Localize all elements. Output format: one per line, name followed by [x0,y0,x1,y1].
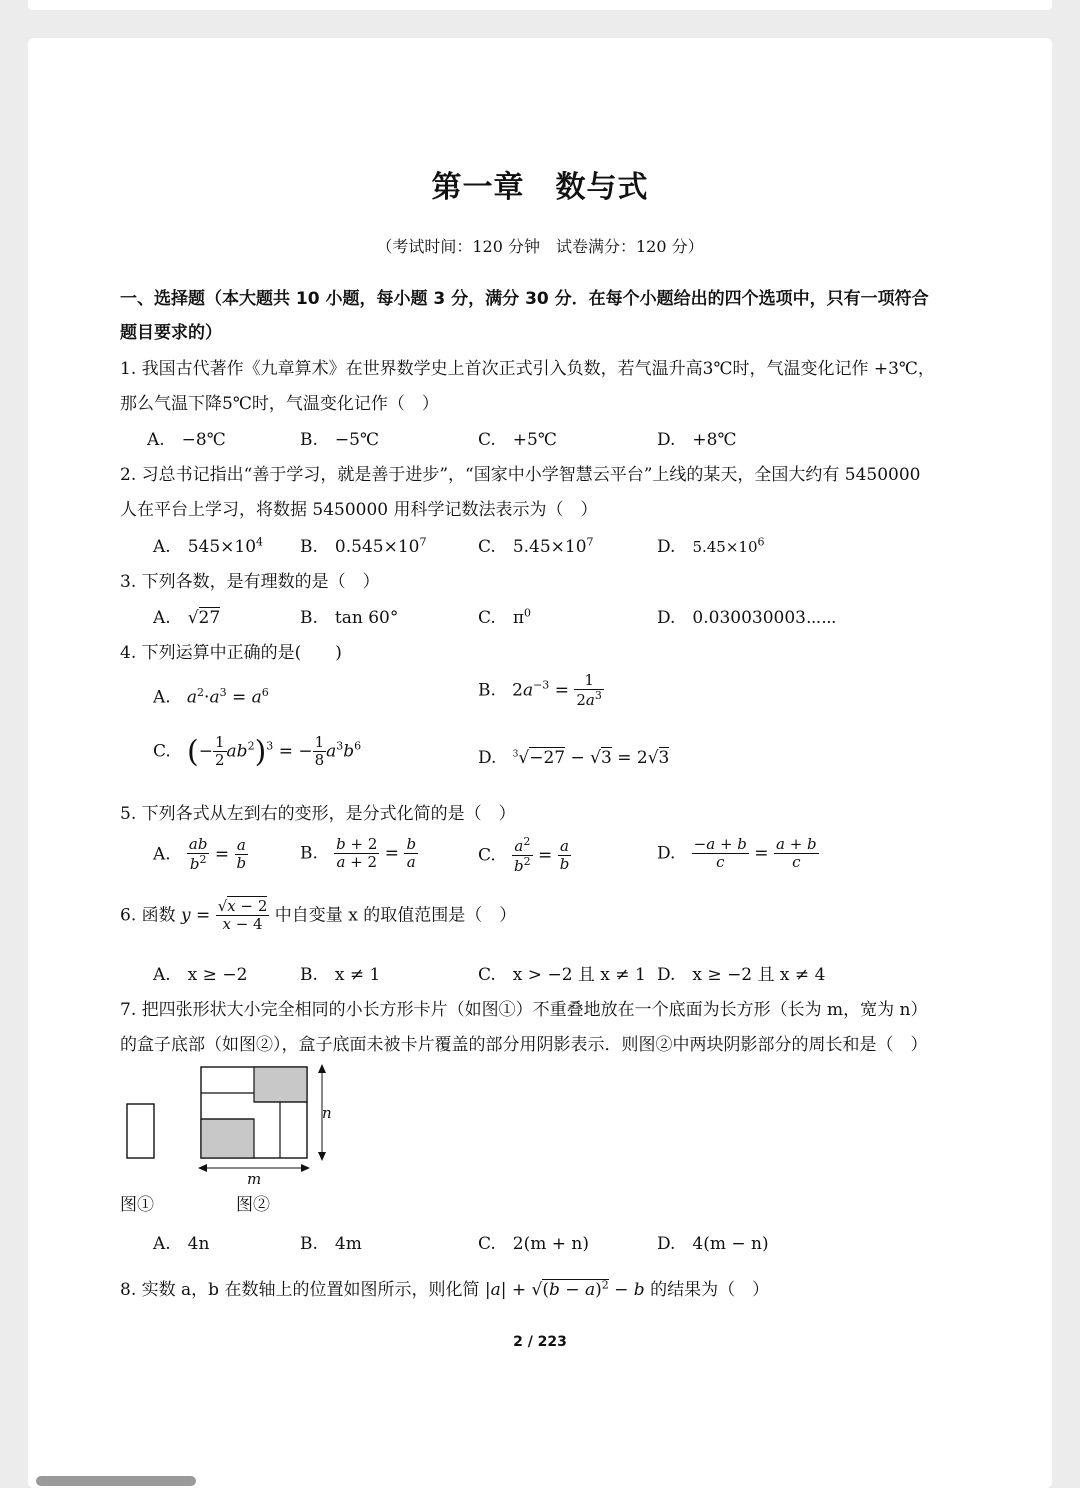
q4-option-b[interactable]: B. $2a^{-3}$ = $\frac{1}{2a^3}$ [478,671,602,710]
q2-option-b[interactable]: B. $0.545\times 10^7$ [300,535,427,557]
q6-option-d[interactable]: D. x ≥ −2 且 x ≠ 4 [657,965,826,985]
question-1-line1: 1. 我国古代著作《九章算术》在世界数学史上首次正式引入负数，若气温升高3℃时，气温变化记作 +3℃， [120,359,935,379]
q5-option-d[interactable]: D. $\frac{-a + b}{c}$ = $\frac{a + b}{c}$ [657,835,817,872]
q7-figures [110,1060,350,1190]
q4-option-a[interactable]: A. $a^2\cdot a^3 = a^6$ [153,686,269,708]
q5-option-b[interactable]: B. $\frac{b + 2}{a + 2}$ = $\frac{b}{a}$ [300,835,417,872]
q7-option-a[interactable]: A. 4n [153,1234,210,1254]
previous-page-edge [28,0,1052,10]
question-2-line2: 人在平台上学习，将数据 5450000 用科学记数法表示为（ ） [120,500,598,520]
question-8: 8. 实数 a，b 在数轴上的位置如图所示，则化简 $|a| + √(b - a)^2 - b$ 的结果为（ ） [120,1278,770,1300]
question-4: 4. 下列运算中正确的是( ) [120,643,342,663]
question-2-line1: 2. 习总书记指出“善于学习，就是善于进步”，“国家中小学智慧云平台”上线的某天，全国大约有 5450000 [120,465,921,485]
horizontal-scrollbar[interactable] [36,1476,196,1486]
question-1-line2: 那么气温下降5℃时，气温变化记作（ ） [120,394,439,414]
question-7-line2: 的盒子底部（如图②），盒子底面未被卡片覆盖的部分用阴影表示．则图②中两块阴影部分的周长和是（ ） [120,1035,928,1055]
q6-option-c[interactable]: C. x > −2 且 x ≠ 1 [478,965,646,985]
q3-option-b[interactable]: B. tan 60° [300,608,399,628]
q1-option-c[interactable]: C. +5℃ [478,430,557,450]
section-heading: 一、选择题（本大题共 10 小题，每小题 3 分，满分 30 分．在每个小题给出的四个选项中，只有一项符合 [120,289,929,309]
page-number: 2 / 223 [513,1334,567,1350]
q2-option-c[interactable]: C. $5.45\times 10^7$ [478,535,594,557]
question-3: 3. 下列各数，是有理数的是（ ） [120,572,380,592]
arrow-n-bottom [318,1152,326,1161]
q3-option-a[interactable]: A. √27 [153,608,221,628]
exam-info: （考试时间：120 分钟 试卷满分：120 分） [376,237,704,256]
q2-option-a[interactable]: A. $545\times 10^4$ [153,535,264,557]
dimension-label-n: n [322,1104,332,1122]
q1-option-a[interactable]: A. −8℃ [147,430,226,450]
question-5: 5. 下列各式从左到右的变形，是分式化简的是（ ） [120,804,516,824]
q6-option-b[interactable]: B. x ≠ 1 [300,965,381,985]
q5-option-a[interactable]: A. $\frac{ab}{b^2}$ = $\frac{a}{b}$ [153,835,247,874]
section-heading-cont: 题目要求的） [120,323,222,343]
card-figure-1 [127,1104,154,1158]
question-6: 6. 函数 y = $\frac{√x - 2}{x - 4}$ 中自变量 x 的取值范围是（ ） [120,897,517,934]
page-title: 第一章 数与式 [431,170,649,205]
q7-option-c[interactable]: C. 2(m + n) [478,1234,590,1254]
q2-option-d[interactable]: D. $5.45\times 10^6$ [657,535,765,557]
q6-option-a[interactable]: A. x ≥ −2 [153,965,248,985]
arrow-m-right [301,1164,310,1172]
shaded-region-bottom [201,1119,254,1158]
q3-option-c[interactable]: C. $\pi^0$ [478,606,531,628]
question-7-line1: 7. 把四张形状大小完全相同的小长方形卡片（如图①）不重叠地放在一个底面为长方形（长为 m，宽为 n） [120,1000,928,1020]
q1-option-b[interactable]: B. −5℃ [300,430,379,450]
q5-option-c[interactable]: C. $\frac{a^2}{b^2}$ = $\frac{a}{b}$ [478,835,570,876]
shaded-region-top [254,1067,307,1102]
q4-option-c[interactable]: C. (− $\frac{1}{2}$ $ab^2)^3$ = − $\frac{1}{8}$ $a^3b^6$ [153,733,362,770]
arrow-n-top [318,1064,326,1073]
figure-1-label: 图① [120,1195,154,1215]
figure-2-label: 图② [236,1195,270,1215]
q3-option-d[interactable]: D. 0.030030003⋯⋯ [657,608,837,628]
q7-option-d[interactable]: D. 4(m − n) [657,1234,769,1254]
dimension-label-m: m [247,1170,262,1188]
q4-option-d[interactable]: D. $^3$√−27 − √3 = 2√3 [478,748,670,768]
q1-option-d[interactable]: D. +8℃ [657,430,737,450]
q7-option-b[interactable]: B. 4m [300,1234,362,1254]
arrow-m-left [198,1164,207,1172]
